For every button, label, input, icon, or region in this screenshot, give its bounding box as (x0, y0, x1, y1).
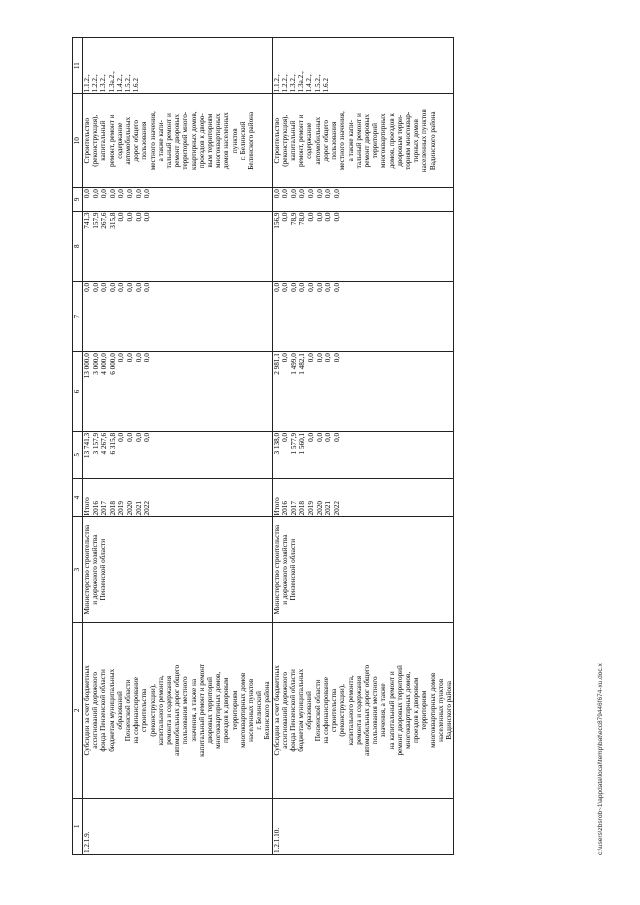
local-budget-line: 315,8 (108, 212, 117, 229)
regional-budget-line: 0,0 (143, 353, 152, 363)
expected-result-line: территорий много- (181, 111, 190, 170)
federal-budget-line: 0,0 (307, 282, 316, 292)
other-sources-line: 0,0 (298, 189, 307, 199)
regional-budget-line: 1 482,1 (298, 353, 307, 375)
other-sources-line: 0,0 (272, 189, 281, 199)
other-sources-line: 0,0 (83, 189, 91, 199)
local-budget-line: 0,0 (117, 212, 126, 222)
federal-budget-line: 0,0 (324, 282, 333, 292)
regional-budget (272, 352, 453, 432)
expected-result-line: пунктов (230, 128, 239, 154)
measure-name-line: территориям (420, 690, 429, 730)
header-cell: 11 (73, 38, 83, 94)
measure-name-line: ассигнований дорожного (91, 672, 100, 749)
federal-budget-line: 0,0 (298, 282, 307, 292)
measure-name-line: многоквартирных домов (238, 672, 247, 748)
rotated-page (70, 15, 610, 865)
indicator-refs-line: 1.1.2., (272, 74, 281, 93)
measure-name-line: бюджетам муниципальных (297, 668, 306, 752)
federal-budget-line: 0,0 (117, 282, 126, 292)
expected-result-line: местного значения, (148, 111, 157, 171)
measure-name-line: территориям (230, 690, 239, 730)
other-sources-line: 0,0 (332, 189, 341, 199)
other-sources-line: 0,0 (307, 189, 316, 199)
total-funding-line: 3 138,0 (272, 432, 281, 455)
expected-result-line: домов, проездов к (387, 113, 396, 169)
indicator-refs-line: 1.3.2., (99, 74, 108, 93)
total-funding-line: 0,0 (125, 432, 134, 442)
measure-name-line: автомобильных дорог общего (173, 664, 182, 756)
measure-name-line: Субсидии за счет бюджетных (272, 665, 281, 756)
year-list-line: 2017 (100, 501, 109, 516)
local-budget-line: 0,0 (125, 212, 134, 222)
expected-result-line: домов населенных (222, 112, 231, 170)
expected-result-line: (реконструкция), (91, 114, 100, 167)
year-list-line: Итого (272, 497, 281, 516)
local-budget-line: 0,0 (143, 212, 152, 222)
regional-budget-line: 0,0 (324, 353, 333, 363)
indicator-refs-line: 1.5.2., (313, 74, 322, 93)
expected-result-line: ремонт, ремонт и (107, 114, 116, 167)
measure-name-line: образований (305, 691, 314, 730)
indicator-refs (272, 38, 453, 94)
regional-budget-line: 0,0 (332, 353, 341, 363)
header-cell: 10 (73, 94, 83, 188)
measure-name-line: многоквартирных домов (428, 672, 437, 748)
expected-result-line: дорог общего (321, 119, 330, 162)
executor-line: Министерство строительства (272, 524, 281, 615)
total-funding-line: 6 315,8 (108, 432, 117, 455)
measure-name-line: дворовых территорий (206, 677, 215, 744)
measure-name (272, 622, 453, 798)
measure-name-line: автомобильных дорог общего (362, 664, 371, 756)
header-cell: 8 (73, 211, 83, 281)
regional-budget-line: 0,0 (125, 353, 134, 363)
measure-name-line: (реконструкции), (148, 684, 157, 737)
year-list-line: 2022 (332, 501, 341, 516)
executor (272, 517, 453, 622)
measure-name-line: значения, а также на (189, 678, 198, 742)
other-sources-line: 0,0 (324, 189, 333, 199)
other-sources-line: 0,0 (125, 189, 134, 199)
measure-name-line: строительства (330, 688, 339, 733)
measure-name-line: на капитальный ремонт и (387, 671, 396, 750)
measure-name-line: населенных пунктов (247, 678, 256, 742)
expected-result-line: дорог общего (132, 119, 141, 162)
regional-budget-line: 2 981,1 (272, 353, 281, 375)
header-cell: 6 (73, 352, 83, 432)
regional-budget-line: 13 000,0 (83, 353, 91, 379)
measure-name-line: многоквартирных домов, (214, 671, 223, 749)
table-row (272, 38, 453, 855)
header-cell: 7 (73, 281, 83, 351)
expected-result-line: территорий (371, 123, 380, 159)
other-sources-line: 0,0 (108, 189, 117, 199)
expected-result-line: тальный ремонт и (354, 113, 363, 169)
expected-result-line: тирных домов (412, 119, 421, 163)
year-list-line: 2021 (324, 501, 333, 516)
expected-result-line: ториям многоквар- (403, 111, 412, 170)
footer-path: c:\users\zbsrob~1\appdata\local\temp\bat\ecc879446f674-xu.doc.x (597, 663, 604, 855)
header-cell: 1 (73, 798, 83, 854)
header-cell: 3 (73, 517, 83, 622)
total-funding-line: 0,0 (307, 432, 316, 442)
measure-name-line: проездов к дворовым (222, 677, 231, 744)
expected-result-line: Белинского района (247, 111, 256, 170)
header-cell: 4 (73, 478, 83, 517)
header-cell: 2 (73, 622, 83, 798)
federal-budget-line: 0,0 (332, 282, 341, 292)
expected-result-line: содержание (305, 122, 314, 159)
indicator-refs-line: 1.2.2., (91, 74, 100, 93)
regional-budget-line: 4 000,0 (100, 353, 109, 375)
measure-name-line: проездов к дворовым (412, 677, 421, 744)
other-sources-line: 0,0 (143, 189, 152, 199)
other-sources (83, 188, 273, 211)
local-budget-line: 267,6 (100, 212, 109, 229)
total-funding-line: 0,0 (134, 432, 143, 442)
other-sources-line: 0,0 (289, 189, 298, 199)
year-list-line: 2018 (298, 501, 307, 516)
executor-line: Пензенской области (289, 538, 298, 601)
total-funding-line: 1 560,1 (298, 432, 307, 455)
expected-result-line: Строительство (83, 118, 91, 164)
regional-budget (83, 352, 273, 432)
local-budget-line: 0,0 (332, 212, 341, 222)
indicator-refs-line: 1.4.2., (305, 74, 314, 93)
expected-result-line: капитальный (99, 120, 108, 161)
measure-name-line: образований (115, 691, 124, 730)
local-budget-line: 78,9 (289, 212, 298, 226)
expected-result-line: г. Белинский (238, 121, 247, 161)
expected-result-line: проездов к дворо- (197, 113, 206, 169)
year-list (83, 478, 273, 517)
local-budget-line: 0,0 (315, 212, 324, 222)
indicator-refs-line: 1.3а.2., (107, 71, 116, 93)
expected-result-line: местного значения, (338, 111, 347, 171)
executor-line: и дорожного хозяйства (91, 534, 100, 605)
federal-budget-line: 0,0 (289, 282, 298, 292)
federal-budget-line: 0,0 (100, 282, 109, 292)
measure-name (83, 622, 273, 798)
measure-name-line: ремонт дворовых территорий (395, 665, 404, 756)
year-list-line: 2019 (117, 501, 126, 516)
measure-name-line: капитального ремонта, (156, 675, 165, 746)
regional-budget-line: 0,0 (134, 353, 143, 363)
year-list (272, 478, 453, 517)
header-row (73, 38, 83, 855)
expected-result-line: автомобильных (124, 116, 133, 165)
measure-name-line: пользования местного (371, 676, 380, 745)
other-sources-line: 0,0 (100, 189, 109, 199)
measure-name-line: ремонта и содержания (165, 675, 174, 745)
header-cell: 5 (73, 431, 83, 478)
indicator-refs-line: 1.6.2 (132, 77, 141, 93)
expected-result-line: ремонт дворовых (362, 114, 371, 168)
regional-budget-line: 0,0 (315, 353, 324, 363)
year-list-line: 2018 (108, 501, 117, 516)
total-funding-line: 1 577,9 (289, 432, 298, 455)
year-list-line: 2022 (143, 501, 152, 516)
other-sources-line: 0,0 (281, 189, 290, 199)
measure-name-line: населенных пунктов (436, 678, 445, 742)
measure-name-line: г. Белинский (255, 691, 264, 730)
measure-name-line: капитального ремонта, (346, 675, 355, 746)
executor (83, 517, 273, 622)
federal-budget-line: 0,0 (83, 282, 91, 292)
indicator-refs-line: 1.5.2., (124, 74, 133, 93)
expected-result-line: ремонт дворовых (173, 114, 182, 168)
total-funding-line: 4 267,6 (100, 432, 109, 455)
expected-result-line: а также капи- (156, 120, 165, 162)
measure-name-line: значения, а также (379, 683, 388, 738)
other-sources-line: 0,0 (134, 189, 143, 199)
expected-result-line: дворовым терри- (395, 114, 404, 167)
expected-result-line: ремонт, ремонт и (297, 114, 306, 167)
total-funding-line: 0,0 (281, 432, 290, 442)
other-sources-line: 0,0 (91, 189, 100, 199)
federal-budget-line: 0,0 (272, 282, 281, 292)
federal-budget-line: 0,0 (125, 282, 134, 292)
local-budget-line: 741,3 (83, 212, 91, 229)
total-funding-line: 0,0 (332, 432, 341, 442)
regional-budget-line: 6 000,0 (108, 353, 117, 375)
expected-result (83, 94, 273, 188)
expected-result-line: (реконструкция), (280, 114, 289, 167)
regional-budget-line: 0,0 (281, 353, 290, 363)
regional-budget-line: 3 000,0 (91, 353, 100, 375)
year-list-line: 2021 (134, 501, 143, 516)
expected-result-line: населенных пунктов (420, 109, 429, 173)
expected-result-line: пользования (330, 121, 339, 160)
expected-result (272, 94, 453, 188)
local-budget (272, 211, 453, 281)
measure-name-line: пользования местного (181, 676, 190, 745)
indicator-refs-line: 1.2.2., (280, 74, 289, 93)
year-list-line: Итого (83, 497, 91, 516)
regional-budget-line: 0,0 (307, 353, 316, 363)
expected-result-line: Строительство (272, 118, 281, 164)
federal-budget-line: 0,0 (134, 282, 143, 292)
year-list-line: 2019 (307, 501, 316, 516)
expected-result-line: вым территориям (206, 113, 215, 168)
measure-name-line: на софинансирование (132, 677, 141, 744)
total-funding-line: 0,0 (117, 432, 126, 442)
total-funding-line: 3 157,9 (91, 432, 100, 455)
expected-result-line: пользования (140, 121, 149, 160)
local-budget-line: 0,0 (134, 212, 143, 222)
measure-name-line: Пензенской области (313, 679, 322, 742)
year-list-line: 2016 (91, 501, 100, 516)
total-funding (83, 431, 273, 478)
year-list-line: 2017 (289, 501, 298, 516)
header-cell: 9 (73, 188, 83, 211)
measure-name-line: Вадинского района (444, 681, 453, 740)
other-sources-line: 0,0 (315, 189, 324, 199)
measure-name-line: строительства (140, 688, 149, 733)
year-list-line: 2016 (281, 501, 290, 516)
total-funding-line: 0,0 (324, 432, 333, 442)
measure-name-line: Пензенской области (124, 679, 133, 742)
indicator-refs (83, 38, 273, 94)
measure-name-line: бюджетам муниципальных (107, 668, 116, 752)
measure-name-line: Субсидии за счет бюджетных (83, 665, 91, 756)
expected-result-line: Вадинского района (428, 111, 437, 171)
local-budget (83, 211, 273, 281)
indicator-refs-line: 1.3.2., (289, 74, 298, 93)
expected-result-line: содержание (115, 122, 124, 159)
measure-name-line: многоквартирных домов, (403, 671, 412, 749)
federal-budget (83, 281, 273, 351)
expected-result-line: многоквартирных (214, 113, 223, 169)
local-budget-line: 0,0 (307, 212, 316, 222)
table-body (83, 38, 454, 855)
regional-budget-line: 1 499,0 (289, 353, 298, 375)
total-funding (272, 431, 453, 478)
federal-budget-line: 0,0 (281, 282, 290, 292)
federal-budget-line: 0,0 (108, 282, 117, 292)
total-funding-line: 13 741,3 (83, 432, 91, 459)
measure-name-line: Белинского района (263, 681, 272, 740)
local-budget-line: 0,0 (324, 212, 333, 222)
measure-name-line: на софинансирование (321, 677, 330, 744)
expected-result-line: капитальный (289, 120, 298, 161)
federal-budget (272, 281, 453, 351)
federal-budget-line: 0,0 (143, 282, 152, 292)
table-row (83, 38, 273, 855)
measure-name-line: ремонта и содержания (354, 675, 363, 745)
expected-result-line: многоквартирных (379, 113, 388, 169)
executor-line: и дорожного хозяйства (280, 534, 289, 605)
local-budget-line: 78,0 (298, 212, 307, 226)
indicator-refs-line: 1.6.2 (321, 77, 330, 93)
regional-budget-line: 0,0 (117, 353, 126, 363)
expected-result-line: автомобильных (313, 116, 322, 165)
total-funding-line: 0,0 (143, 432, 152, 442)
program-table (72, 37, 454, 855)
row-number: 1.2.1.10. (272, 798, 453, 854)
year-list-line: 2020 (125, 501, 134, 516)
indicator-refs-line: 1.4.2., (115, 74, 124, 93)
row-number: 1.2.1.9. (83, 798, 273, 854)
total-funding-line: 0,0 (315, 432, 324, 442)
federal-budget-line: 0,0 (91, 282, 100, 292)
measure-name-line: фонда Пензенской области (289, 669, 298, 752)
executor-line: Пензенской области (99, 538, 108, 601)
expected-result-line: тальный ремонт и (165, 113, 174, 169)
expected-result-line: а также капи- (346, 120, 355, 162)
other-sources-line: 0,0 (117, 189, 126, 199)
indicator-refs-line: 1.3а.2., (297, 71, 306, 93)
other-sources (272, 188, 453, 211)
local-budget-line: 156,9 (272, 212, 281, 229)
indicator-refs-line: 1.1.2., (83, 74, 91, 93)
expected-result-line: квартирных домов, (189, 111, 198, 171)
measure-name-line: фонда Пензенской области (99, 669, 108, 752)
local-budget-line: 0,0 (281, 212, 290, 222)
measure-name-line: ассигнований дорожного (280, 672, 289, 749)
federal-budget-line: 0,0 (315, 282, 324, 292)
measure-name-line: (реконструкции), (338, 684, 347, 737)
year-list-line: 2020 (315, 501, 324, 516)
executor-line: Министерство строительства (83, 524, 91, 615)
local-budget-line: 157,9 (91, 212, 100, 229)
measure-name-line: капитальный ремонт и ремонт (197, 663, 206, 757)
